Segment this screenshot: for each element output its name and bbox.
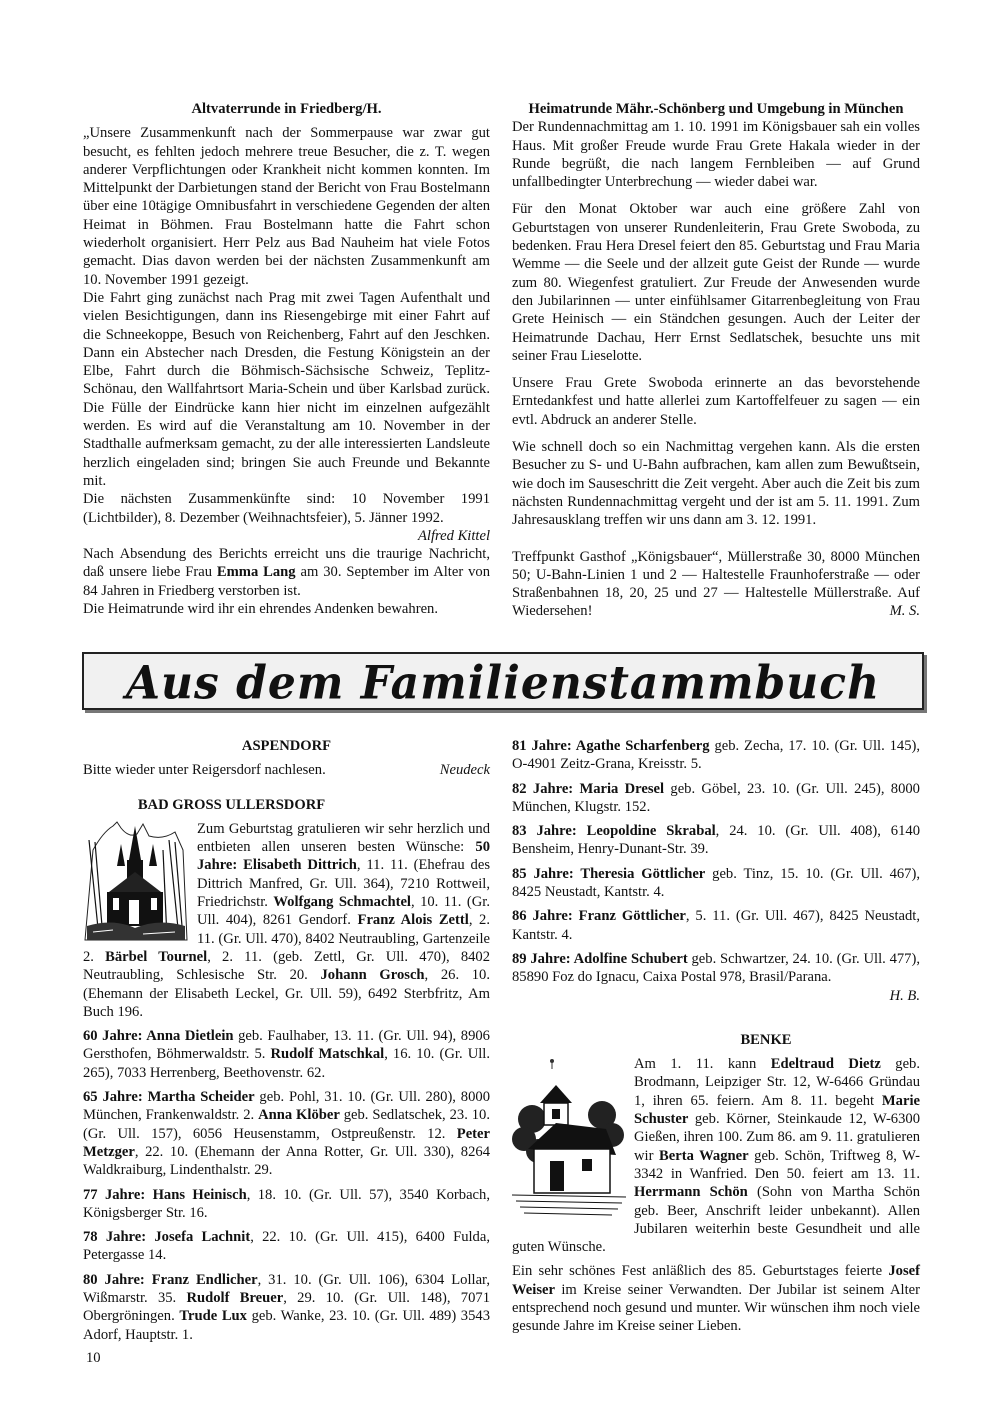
paragraph: Der Rundennachmittag am 1. 10. 1991 im Königsbauer sah ein volles Haus. Mit großer Freude wurde Frau Grete Hakala wieder in der Runde begrüßt, die nach langem Fernbleiben — auf Grund unfallbedingter Unterbrechung — wieder dabei war. xyxy=(512,119,920,191)
entry: 82 Jahre: Maria Dresel geb. Göbel, 23. 10. (Gr. Ull. 245), 8000 München, Klugstr. 152. xyxy=(512,780,920,815)
paragraph: Die Fahrt ging zunächst nach Prag mit zwei Tagen Aufenthalt und vielen Besichtigungen, dann ins Riesengebirge mit einer Fahrt auf die Schneekoppe, Besuch von Reichenberg, Fahrt auf den Jeschken. Dann ein Abstecher nach Dresden, die Festung Königstein an der Elbe, Fahrt durch die Böhmisch-Sächsische Schweiz, Teplitz-Schönau, den Wallfahrtsort Maria-Schein und über Karlsbad zurück. Die Fülle der Eindrücke kann hier nicht im einzelnen aufgezählt werden. Es wird auf die Veranstaltung am 10. November in der Stadthalle aufmerksam gemacht, zu der alle interessierten Landsleute herzlich eingeladen sind; bringen Sie auch Freunde und Bekannte mit. xyxy=(83,289,490,489)
paragraph: Die Heimatrunde wird ihr ein ehrendes Andenken bewahren. xyxy=(83,601,438,618)
entry: Zum Geburtstag gratulieren wir sehr herzlich und entbieten allen unseren besten Wünsche: 50 Jahre: Elisabeth Dittrich, 11. 11. (Ehefrau des Dittrich Manfred, Gr. Ull. 364), 7210 Rottweil, Friedrichstr. Wolfgang Schmachtel, 10. 11. (Gr. Ull. 404), 8261 Gendorf. Franz Alois Zettl, 2. 11. (Gr. Ull. 470), 8402 Neutraubling, Gartenzeile 2. Bärbel Tournel, 2. 11. (geb. Zettl, Gr. Ull. 470), 8402 Neutraubling, Schlesische Str. 20. Johann Grosch, 26. 10. (Ehemann der Elisabeth Leckel, Gr. Ull. 59), 6492 Sterbfritz, Am Buch 196. xyxy=(83,820,491,1020)
article-altvaterrunde xyxy=(83,100,490,618)
family-column-right xyxy=(512,737,920,1342)
paragraph: Die nächsten Zusammenkünfte sind: 10 November 1991 (Lichtbilder), 8. Dezember (Weihnachtsfeier), 5. Jänner 1992. xyxy=(83,491,490,526)
aspendorf-note: Bitte wieder unter Reigersdorf nachlesen. Neudeck xyxy=(83,762,490,779)
article-title: Heimatrunde Mähr.-Schönberg und Umgebung in München xyxy=(528,101,904,117)
chapel-woodcut-image xyxy=(512,1055,626,1221)
signature: M. S. xyxy=(889,603,920,620)
signature: Alfred Kittel xyxy=(417,527,490,544)
entry: 60 Jahre: Anna Dietlein geb. Faulhaber, 13. 11. (Gr. Ull. 94), 8906 Gersthofen, Böhmerwaldstr. 5. Rudolf Matschkal, 16. 10. (Gr. Ull. 265), 7033 Herrenberg, Beethovenstr. 62. xyxy=(83,1028,490,1081)
entry: 77 Jahre: Hans Heinisch, 18. 10. (Gr. Ull. 57), 3540 Korbach, Königsberger Str. 16. xyxy=(83,1186,490,1221)
paragraph: Treffpunkt Gasthof „Königsbauer“, Müllerstraße 30, 8000 München 50; U-Bahn-Linien 1 und 2 — Haltestelle Fraunhoferstraße — oder Straßenbahnen 18, 20, 25 und 27 — Haltestelle Müllerstraße. Auf Wiedersehen! M. S. xyxy=(512,548,920,620)
paragraph: Nach Absendung des Berichts erreicht uns die traurige Nachricht, daß unsere liebe Frau Emma Lang am 30. September im Alter von 84 Jahren in Friedberg verstorben ist. xyxy=(83,546,490,599)
entry: 81 Jahre: Agathe Scharfenberg geb. Zecha, 17. 10. (Gr. Ull. 145), O-4901 Zeitz-Grana, Kreisstr. 5. xyxy=(512,738,920,773)
page-number: 10 xyxy=(86,1350,101,1366)
church-woodcut-image xyxy=(83,820,189,942)
entry: Ein sehr schönes Fest anläßlich des 85. Geburtstages feierte Josef Weiser im Kreise seiner Verwandten. Der Jubilar ist seinem Alter entsprechend noch gesund und munter. Wir wünschen ihm noch viele gesunde Jahre im Kreise seiner Lieben. xyxy=(512,1263,920,1335)
paragraph: Für den Monat Oktober war auch eine größere Zahl von Geburtstagen von unserer Rundenleiterin, Frau Grete Swoboda, zu bedenken. Frau Hera Dresel feiert den 85. Geburtstag und Frau Maria Wemme — die Seele und der allzeit gute Geist der Runde — wurde zum 80. Wiegenfest gratuliert. Zur Freude der Anwesenden wurde den Jubilarinnen — unter einfühlsamer Gitarrenbegleitung von Frau Grete Heinisch — ein Ständchen gesungen. Auch der Leiter der Heimatrunde Dachau, Herr Ernst Sedlatschek, besuchte uns mit seiner Frau Lieselotte. xyxy=(512,201,920,364)
entry: 85 Jahre: Theresia Göttlicher geb. Tinz, 15. 10. (Gr. Ull. 467), 8425 Neustadt, Kantstr. 4. xyxy=(512,865,920,901)
article-title: Altvaterrunde in Friedberg/H. xyxy=(191,101,382,117)
entry: Am 1. 11. kann Edeltraud Dietz geb. Brodmann, Leipziger Str. 12, W-6466 Gründau 1, ihren 65. feiern. Am 8. 11. begeht Marie Schuster geb. Körner, Steinkaude 12, W-6300 Gießen, ihren 100. Zum 86. am 9. 11. gratulieren wir Berta Wagner geb. Schön, Triftweg 8, W-3342 in Wanfried. Den 50. feiert am 13. 11. Herrmann Schön (Sohn von Martha Schön geb. Beer, Anschrift leider unbekannt). Allen Jubilaren weiterhin beste Gesundheit und alle guten Wünsche. xyxy=(512,1056,921,1256)
paragraph: Unsere Frau Grete Swoboda erinnerte an das bevorstehende Erntedankfest und hatte allerlei zum Kartoffelfeuer zu sagen — ein evtl. Abdruck an anderer Stelle. xyxy=(512,375,920,428)
family-column-left xyxy=(83,737,490,1350)
entry: 80 Jahre: Franz Endlicher, 31. 10. (Gr. Ull. 106), 6304 Lollar, Wißmarstr. 35. Rudolf Breuer, 29. 10. (Gr. Ull. 148), 7071 Obergröningen. Trude Lux geb. Wanke, 23. 10. (Gr. Ull. 489) 3543 Adorf, Hauptstr. 1. xyxy=(83,1271,490,1343)
paragraph: Wie schnell doch so ein Nachmittag vergehen kann. Als die ersten Besucher zu S- und U-Bahn aufbrachen, kam allen zum Bewußtsein, wie doch im Sauseschritt die Zeit vergeht. Aber auch die Zeit bis zum nächsten Rundennachmittag vergeht und der ist am 5. 11. 1991. Zum Jahresausklang treffen wir uns dann am 3. 12. 1991. xyxy=(512,439,920,529)
article-heimatrunde xyxy=(512,100,920,621)
signature: H. B. xyxy=(889,987,920,1004)
section-title: ASPENDORF xyxy=(241,738,332,754)
section-banner xyxy=(82,652,924,710)
section-title: BENKE xyxy=(740,1031,792,1048)
section-title: BAD GROSS ULLERSDORF xyxy=(137,796,326,813)
entry: 89 Jahre: Adolfine Schubert geb. Schwartzer, 24. 10. (Gr. Ull. 477), 85890 Foz do Ignacu, Caixa Postal 978, Brasil/Parana. xyxy=(512,950,920,986)
entry: 78 Jahre: Josefa Lachnit, 22. 10. (Gr. Ull. 415), 6400 Fulda, Petergasse 14. xyxy=(83,1229,490,1264)
paragraph: „Unsere Zusammenkunft nach der Sommerpause war zwar gut besucht, es fehlten jedoch mehrere treue Besucher, die z. T. wegen anderer Verpflichtungen oder Krankheit nicht kommen konnten. Im Mittelpunkt der Darbietungen stand der Bericht von Frau Bostelmann über eine 10tägige Omnibusfahrt in verschiedene Gegenden der alten Heimat in Böhmen. Frau Bostelmann hatte die Fahrt schon wiederholt organisiert. Herr Pelz aus Bad Nauheim hat viele Fotos gemacht. Dias davon werden bei der nächsten Zusammenkunft am 10. November 1991 gezeigt. xyxy=(83,125,490,288)
entry: 86 Jahre: Franz Göttlicher, 5. 11. (Gr. Ull. 467), 8425 Neustadt, Kantstr. 4. xyxy=(512,908,921,943)
entry: 83 Jahre: Leopoldine Skrabal, 24. 10. (Gr. Ull. 408), 6140 Bensheim, Henry-Dunant-Str. 39. xyxy=(512,823,920,858)
entry: 65 Jahre: Martha Scheider geb. Pohl, 31. 10. (Gr. Ull. 280), 8000 München, Frankenwaldstr. 2. Anna Klöber geb. Sedlatschek, 23. 10. (Gr. Ull. 157), 6056 Heusenstamm, Ostpreußenstr. 12. Peter Metzger, 22. 10. (Ehemann der Anna Rotter, Gr. Ull. 330), 8264 Waldkraiburg, Lindenthalstr. 29. xyxy=(83,1089,490,1179)
banner-title: Aus dem Familienstammbuch xyxy=(125,656,881,711)
